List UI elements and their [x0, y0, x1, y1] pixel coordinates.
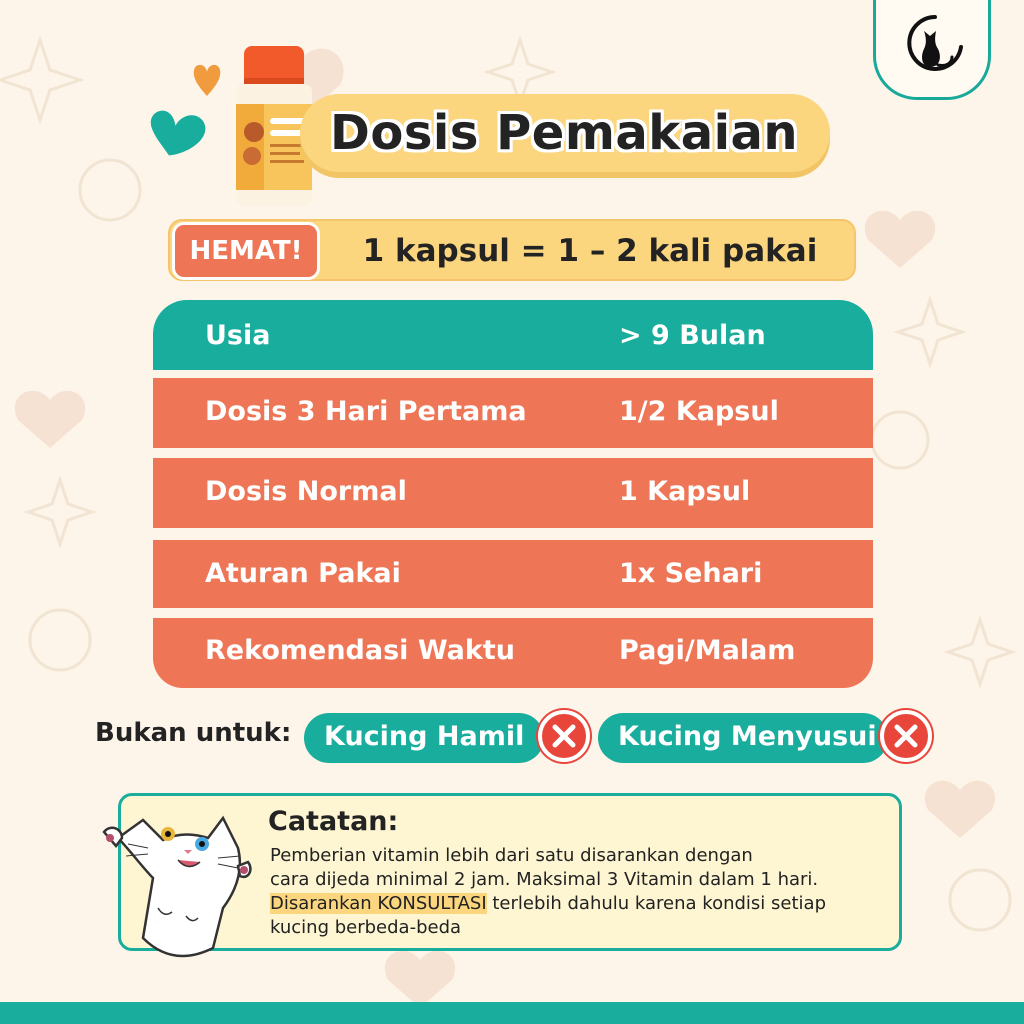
- note-line-3-rest: terlebih dahulu karena kondisi setiap: [486, 893, 826, 914]
- header-label: Usia: [205, 320, 271, 351]
- table-row: [153, 618, 873, 688]
- hemat-text: 1 kapsul = 1 – 2 kali pakai: [362, 233, 818, 269]
- table-row: [153, 378, 873, 448]
- table-row: [153, 540, 873, 608]
- not-for-chip-nursing: [598, 713, 888, 763]
- note-line-3: [270, 893, 826, 914]
- note-line-4: kucing berbeda-beda: [270, 917, 462, 938]
- row-value: 1x Sehari: [619, 558, 763, 589]
- cat-silhouette-icon: [900, 13, 970, 73]
- row-label: Aturan Pakai: [205, 558, 401, 589]
- teal-heart-icon: [146, 100, 216, 162]
- page-title: Dosis Pemakaian: [330, 105, 799, 161]
- row-value: 1 Kapsul: [619, 476, 751, 507]
- header-value: > 9 Bulan: [619, 320, 766, 351]
- x-circle-icon: [538, 710, 590, 762]
- row-label: Dosis Normal: [205, 476, 407, 507]
- footer-bar: [0, 1002, 1024, 1024]
- row-value: 1/2 Kapsul: [619, 396, 779, 427]
- x-circle-icon: [880, 710, 932, 762]
- row-label: Rekomendasi Waktu: [205, 635, 515, 666]
- hemat-badge: HEMAT!: [172, 222, 320, 280]
- white-cat-illustration: [98, 798, 258, 968]
- not-for-chip-pregnant: [304, 713, 544, 763]
- note-highlight: Disarankan KONSULTASI: [270, 893, 487, 914]
- row-label: Dosis 3 Hari Pertama: [205, 396, 527, 427]
- chip-label: Kucing Hamil: [324, 721, 525, 752]
- not-for-label: Bukan untuk:: [95, 718, 292, 748]
- row-value: Pagi/Malam: [619, 635, 796, 666]
- brand-logo-tab: [873, 0, 991, 100]
- note-line-1: Pemberian vitamin lebih dari satu disarankan dengan: [270, 845, 753, 866]
- dosage-table: [153, 300, 873, 690]
- note-line-2: cara dijeda minimal 2 jam. Maksimal 3 Vitamin dalam 1 hari.: [270, 869, 819, 890]
- note-title: Catatan:: [268, 806, 399, 837]
- orange-heart-icon: [190, 62, 224, 102]
- table-row: [153, 458, 873, 528]
- table-header-row: [153, 300, 873, 370]
- chip-label: Kucing Menyusui: [618, 721, 877, 752]
